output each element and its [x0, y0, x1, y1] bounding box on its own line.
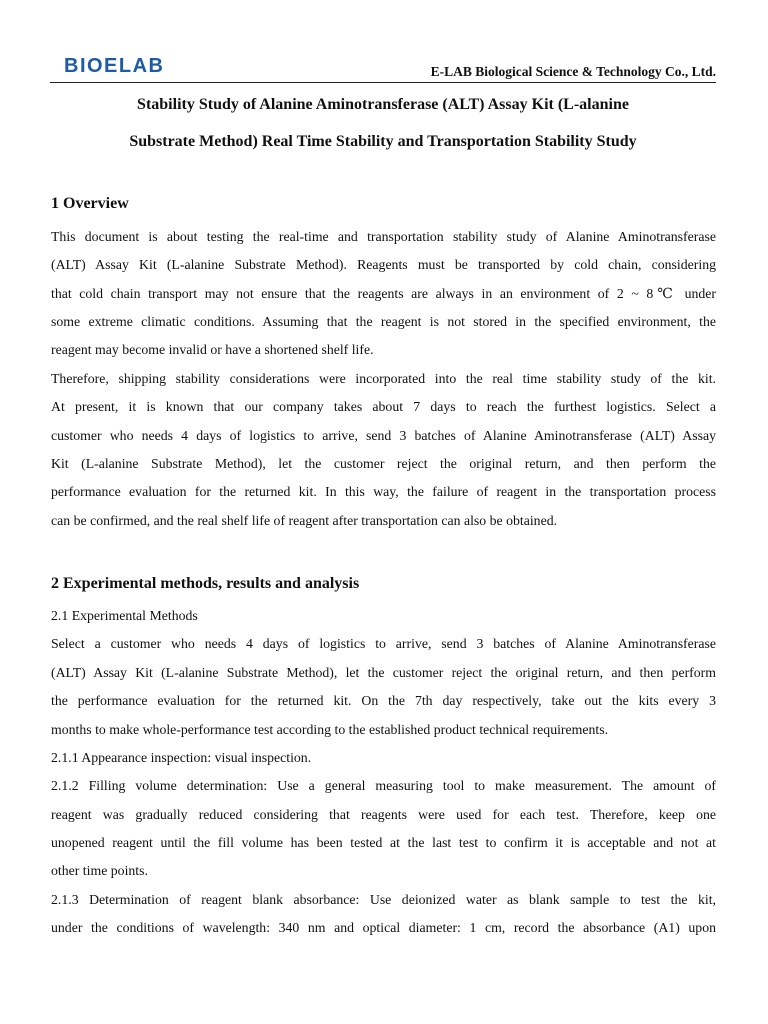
paragraph-line: that cold chain transport may not ensure that the reagents are always in an environment of 2 ~ 8℃ under	[51, 286, 716, 301]
paragraph-line: under the conditions of wavelength: 340 nm and optical diameter: 1 cm, record the absorbance (A1) upon	[51, 920, 716, 935]
subsection-heading: 2.1 Experimental Methods	[51, 608, 198, 623]
page-header	[50, 52, 716, 83]
paragraph-line: (ALT) Assay Kit (L-alanine Substrate Method). Reagents must be transported by cold chain, considering	[51, 257, 716, 272]
paragraph-line: months to make whole-performance test according to the established product technical requirements.	[51, 722, 609, 737]
paragraph-line: performance evaluation for the returned kit. In this way, the failure of reagent in the transportation process	[51, 484, 716, 499]
document-title	[50, 86, 716, 160]
paragraph-line: 2.1.1 Appearance inspection: visual inspection.	[51, 750, 312, 765]
paragraph-line: customer who needs 4 days of logistics to arrive, send 3 batches of Alanine Aminotransferase (ALT) Assay	[51, 428, 716, 443]
title-line: Stability Study of Alanine Aminotransferase (ALT) Assay Kit (L-alanine	[137, 96, 629, 113]
paragraph-line: Select a customer who needs 4 days of logistics to arrive, send 3 batches of Alanine Aminotransferase	[51, 636, 716, 651]
paragraph-line: reagent may become invalid or have a shortened shelf life.	[51, 342, 374, 357]
paragraph-line: (ALT) Assay Kit (L-alanine Substrate Method), let the customer reject the original return, and then perform	[51, 665, 716, 680]
paragraph-line: the performance evaluation for the returned kit. On the 7th day respectively, take out the kits every 3	[51, 693, 716, 708]
paragraph-line: unopened reagent until the fill volume has been tested at the last test to confirm it is acceptable and not at	[51, 835, 716, 850]
bioelab-logo	[64, 54, 204, 76]
section-heading: 2 Experimental methods, results and analysis	[51, 575, 360, 592]
paragraph-line: Therefore, shipping stability considerations were incorporated into the real time stability study of the kit.	[51, 371, 716, 386]
paragraph-line: Kit (L-alanine Substrate Method), let the customer reject the original return, and then perform the	[51, 456, 716, 471]
section-heading: 1 Overview	[51, 195, 129, 212]
title-line: Substrate Method) Real Time Stability and Transportation Stability Study	[129, 133, 637, 150]
paragraph-line: other time points.	[51, 863, 148, 878]
paragraph-line: 2.1.2 Filling volume determination: Use a general measuring tool to make measurement. The amount of	[51, 778, 716, 793]
paragraph-line: can be confirmed, and the real shelf life of reagent after transportation can also be obtained.	[51, 513, 558, 528]
svg-text:BIOELAB: BIOELAB	[64, 55, 165, 76]
paragraph-line: At present, it is known that our company takes about 7 days to reach the furthest logistics. Select a	[51, 399, 716, 414]
company-name: E-LAB Biological Science & Technology Co., Ltd.	[430, 64, 716, 79]
paragraph-line: some extreme climatic conditions. Assuming that the reagent is not stored in the specified environment, the	[51, 314, 716, 329]
paragraph-line: 2.1.3 Determination of reagent blank absorbance: Use deionized water as blank sample to test the kit,	[51, 892, 716, 907]
paragraph-line: This document is about testing the real-time and transportation stability study of Alanine Aminotransferase	[51, 229, 716, 244]
paragraph-line: reagent was gradually reduced considering that reagents were used for each test. Therefore, keep one	[51, 807, 716, 822]
